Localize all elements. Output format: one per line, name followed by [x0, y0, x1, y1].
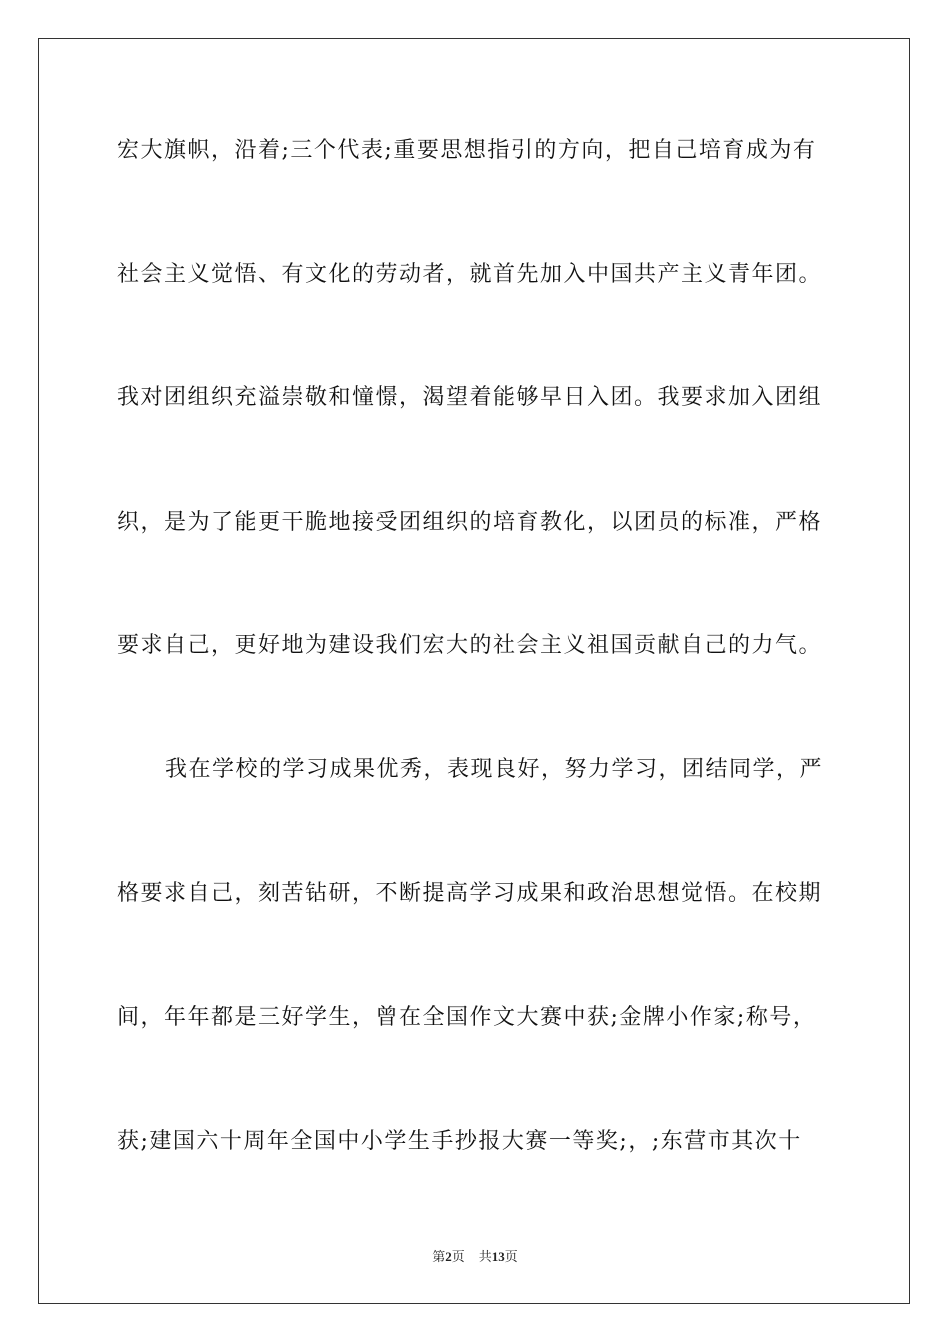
- total-prefix: 共: [478, 1250, 492, 1265]
- page-footer: [0, 1248, 950, 1267]
- total-pages: 13: [491, 1249, 505, 1264]
- body-line-8: 间，年年都是三好学生，曾在全国作文大赛中获;金牌小作家;称号，: [117, 1005, 817, 1030]
- body-line-2: 社会主义觉悟、有文化的劳动者，就首先加入中国共产主义青年团。: [117, 262, 823, 287]
- page-prefix: 第: [432, 1250, 446, 1265]
- body-line-5: 要求自己，更好地为建设我们宏大的社会主义祖国贡献自己的力气。: [117, 633, 823, 658]
- body-line-7: 格要求自己，刻苦钻研，不断提高学习成果和政治思想觉悟。在校期: [117, 881, 823, 906]
- page-suffix: 页: [451, 1250, 465, 1265]
- body-line-1: 宏大旗帜，沿着;三个代表;重要思想指引的方向，把自己培育成为有: [117, 138, 817, 163]
- page-number: 2: [445, 1249, 452, 1264]
- total-suffix: 页: [504, 1250, 518, 1265]
- body-line-9: 获;建国六十周年全国中小学生手抄报大赛一等奖;，;东营市其次十: [117, 1129, 802, 1154]
- body-line-3: 我对团组织充溢崇敬和憧憬，渴望着能够早日入团。我要求加入团组: [117, 385, 823, 410]
- page-border: [38, 38, 910, 1304]
- body-line-4: 织，是为了能更干脆地接受团组织的培育教化，以团员的标准，严格: [117, 510, 823, 535]
- body-line-6-paragraph-start: 我在学校的学习成果优秀，表现良好，努力学习，团结同学，严: [165, 757, 824, 782]
